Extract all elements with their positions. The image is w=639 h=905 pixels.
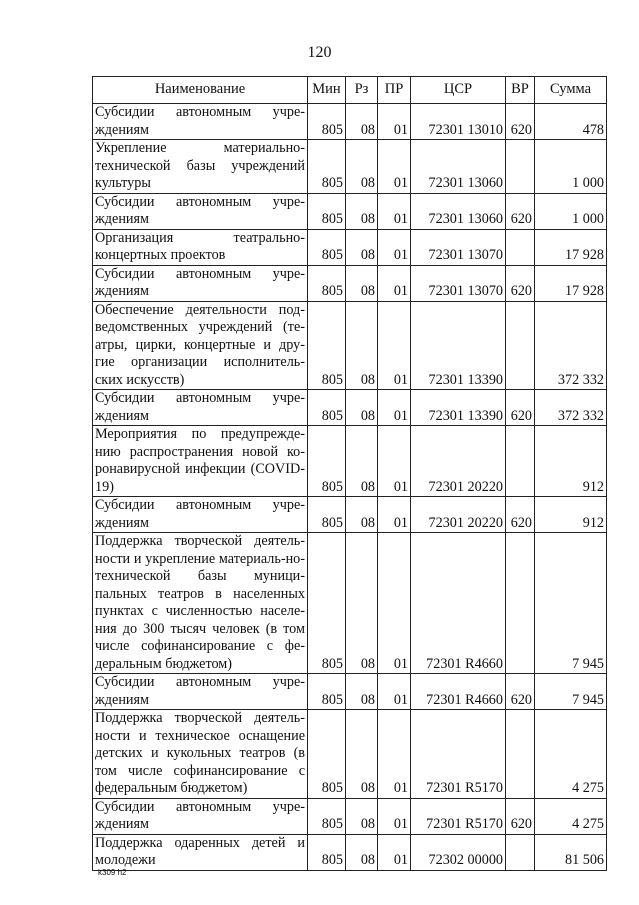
cell-name: Укрепление материально-технической базы учреждений культуры <box>93 140 308 194</box>
cell-sum: 4 275 <box>535 798 607 834</box>
cell-csr: 72301 13070 <box>411 229 506 265</box>
cell-pr: 01 <box>378 798 411 834</box>
budget-table <box>92 76 607 871</box>
cell-name: Поддержка творческой деятель-ности и техническое оснащение детских и кукольных театров (в том числе софинансирование с федеральным бюджетом) <box>93 710 308 799</box>
cell-csr: 72301 R5170 <box>411 798 506 834</box>
table-row <box>93 834 607 870</box>
cell-csr: 72301 13060 <box>411 140 506 194</box>
cell-sum: 7 945 <box>535 674 607 710</box>
cell-rz: 08 <box>346 193 378 229</box>
table-row <box>93 265 607 301</box>
cell-rz: 08 <box>346 390 378 426</box>
cell-vr: 620 <box>506 193 535 229</box>
cell-sum: 17 928 <box>535 229 607 265</box>
cell-name: Обеспечение деятельности под-ведомственных учреждений (те-атры, цирки, концертные и дру-гие организации исполнитель-ских искусств) <box>93 301 308 390</box>
cell-name: Субсидии автономным учре-ждениям <box>93 390 308 426</box>
header-pr: ПР <box>378 77 411 104</box>
cell-vr <box>506 301 535 390</box>
cell-name: Субсидии автономным учре-ждениям <box>93 798 308 834</box>
page-number: 120 <box>307 44 332 61</box>
cell-pr: 01 <box>378 265 411 301</box>
table-row <box>93 798 607 834</box>
cell-min: 805 <box>308 229 346 265</box>
cell-rz: 08 <box>346 674 378 710</box>
header-min: Мин <box>308 77 346 104</box>
cell-csr: 72301 13070 <box>411 265 506 301</box>
cell-name: Поддержка одаренных детей и молодежи <box>93 834 308 870</box>
cell-vr: 620 <box>506 497 535 533</box>
cell-pr: 01 <box>378 710 411 799</box>
header-rz: Рз <box>346 77 378 104</box>
cell-name: Поддержка творческой деятель-ности и укрепление материаль-но-технической базы муници-пальных театров в населенных пунктах с численностью населе-ния до 300 тысяч человек (в том числе софинансирование с фе-деральным бюджетом) <box>93 533 308 674</box>
cell-rz: 08 <box>346 426 378 497</box>
cell-min: 805 <box>308 674 346 710</box>
table-row <box>93 710 607 799</box>
header-name: Наименование <box>93 77 308 104</box>
cell-name: Субсидии автономным учре-ждениям <box>93 674 308 710</box>
cell-min: 805 <box>308 533 346 674</box>
cell-min: 805 <box>308 426 346 497</box>
cell-sum: 478 <box>535 104 607 140</box>
cell-vr <box>506 533 535 674</box>
table-row <box>93 301 607 390</box>
cell-min: 805 <box>308 140 346 194</box>
cell-min: 805 <box>308 798 346 834</box>
cell-name: Субсидии автономным учре-ждениям <box>93 193 308 229</box>
cell-vr <box>506 834 535 870</box>
cell-pr: 01 <box>378 193 411 229</box>
cell-sum: 1 000 <box>535 193 607 229</box>
cell-min: 805 <box>308 104 346 140</box>
table-row <box>93 426 607 497</box>
table-row <box>93 390 607 426</box>
table-row <box>93 140 607 194</box>
cell-csr: 72301 R4660 <box>411 674 506 710</box>
cell-sum: 1 000 <box>535 140 607 194</box>
cell-rz: 08 <box>346 497 378 533</box>
cell-rz: 08 <box>346 798 378 834</box>
table-row <box>93 674 607 710</box>
cell-vr <box>506 710 535 799</box>
table-row <box>93 533 607 674</box>
cell-name: Субсидии автономным учре-ждениям <box>93 104 308 140</box>
cell-vr: 620 <box>506 265 535 301</box>
table-row <box>93 497 607 533</box>
cell-name: Субсидии автономным учре-ждениям <box>93 265 308 301</box>
cell-min: 805 <box>308 390 346 426</box>
cell-pr: 01 <box>378 229 411 265</box>
cell-pr: 01 <box>378 834 411 870</box>
cell-csr: 72301 13390 <box>411 390 506 426</box>
cell-name: Мероприятия по предупрежде-нию распространения новой ко-ронавирусной инфекции (COVID-19) <box>93 426 308 497</box>
cell-sum: 81 506 <box>535 834 607 870</box>
cell-csr: 72301 13010 <box>411 104 506 140</box>
cell-min: 805 <box>308 834 346 870</box>
cell-csr: 72301 20220 <box>411 426 506 497</box>
cell-csr: 72301 R5170 <box>411 710 506 799</box>
cell-vr <box>506 426 535 497</box>
table-header-row <box>93 77 607 104</box>
cell-rz: 08 <box>346 834 378 870</box>
cell-min: 805 <box>308 497 346 533</box>
cell-sum: 372 332 <box>535 390 607 426</box>
cell-vr <box>506 229 535 265</box>
cell-sum: 372 332 <box>535 301 607 390</box>
cell-min: 805 <box>308 301 346 390</box>
cell-csr: 72301 13060 <box>411 193 506 229</box>
cell-name: Организация театрально-концертных проектов <box>93 229 308 265</box>
cell-sum: 17 928 <box>535 265 607 301</box>
cell-min: 805 <box>308 193 346 229</box>
cell-rz: 08 <box>346 533 378 674</box>
table-row <box>93 104 607 140</box>
header-vr: ВР <box>506 77 535 104</box>
cell-name: Субсидии автономным учре-ждениям <box>93 497 308 533</box>
cell-sum: 912 <box>535 426 607 497</box>
table-row <box>93 193 607 229</box>
cell-pr: 01 <box>378 104 411 140</box>
cell-vr: 620 <box>506 104 535 140</box>
cell-csr: 72302 00000 <box>411 834 506 870</box>
cell-pr: 01 <box>378 426 411 497</box>
cell-pr: 01 <box>378 390 411 426</box>
header-csr: ЦСР <box>411 77 506 104</box>
cell-pr: 01 <box>378 674 411 710</box>
cell-sum: 7 945 <box>535 533 607 674</box>
cell-pr: 01 <box>378 140 411 194</box>
cell-rz: 08 <box>346 140 378 194</box>
cell-vr: 620 <box>506 674 535 710</box>
cell-rz: 08 <box>346 301 378 390</box>
cell-vr: 620 <box>506 798 535 834</box>
cell-sum: 912 <box>535 497 607 533</box>
cell-pr: 01 <box>378 497 411 533</box>
cell-rz: 08 <box>346 104 378 140</box>
cell-vr <box>506 140 535 194</box>
cell-csr: 72301 R4660 <box>411 533 506 674</box>
cell-min: 805 <box>308 710 346 799</box>
cell-min: 805 <box>308 265 346 301</box>
cell-rz: 08 <box>346 229 378 265</box>
header-sum: Сумма <box>535 77 607 104</box>
cell-csr: 72301 20220 <box>411 497 506 533</box>
cell-csr: 72301 13390 <box>411 301 506 390</box>
cell-rz: 08 <box>346 710 378 799</box>
table-row <box>93 229 607 265</box>
cell-pr: 01 <box>378 533 411 674</box>
cell-sum: 4 275 <box>535 710 607 799</box>
cell-rz: 08 <box>346 265 378 301</box>
cell-vr: 620 <box>506 390 535 426</box>
cell-pr: 01 <box>378 301 411 390</box>
footer-code: k309 h2 <box>98 868 127 877</box>
